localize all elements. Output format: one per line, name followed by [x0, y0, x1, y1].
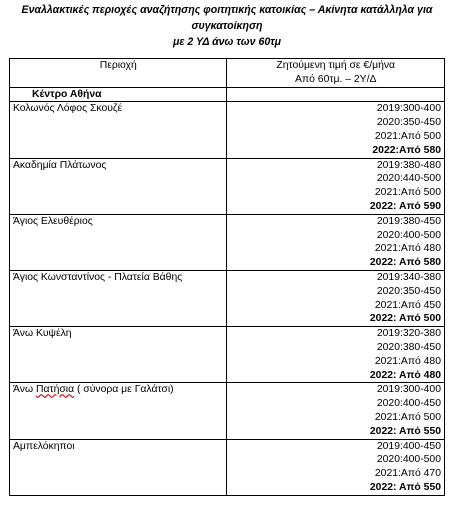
area-cell: Ακαδημία Πλάτωνος: [10, 158, 227, 214]
area-underlined: Πατήσια: [35, 384, 75, 396]
price-2021: 2021:Από 480: [374, 355, 441, 367]
table-row: [10, 102, 445, 158]
price-2019: 2019:300-400: [376, 384, 441, 396]
price-2020: 2020:400-450: [376, 398, 441, 410]
area-cell: Άγιος Ελευθέριος: [10, 214, 227, 270]
price-2022: 2022: Από 550: [369, 481, 441, 493]
table-row: [10, 383, 445, 439]
price-2022: 2022: Από 480: [369, 369, 441, 381]
area-suffix: ( σύνορα με Γαλάτσι): [74, 384, 174, 396]
price-2020: 2020:400-500: [376, 229, 441, 241]
price-cell: [227, 158, 445, 214]
price-2019: 2019:380-450: [376, 215, 441, 227]
price-2022: 2022: Από 590: [369, 200, 441, 212]
section-row: [10, 87, 445, 102]
area-prefix: Άνω: [13, 384, 36, 396]
price-2020: 2020:350-450: [376, 117, 441, 129]
title-line-1: Εναλλακτικές περιοχές αναζήτησης φοιτητικής κατοικίας – Ακίνητα κατάλληλα για συγκατοίκηση: [21, 4, 433, 32]
area-cell: [10, 383, 227, 439]
price-2021: 2021:Από 450: [374, 299, 441, 311]
price-2019: 2019:380-480: [376, 159, 441, 171]
price-2022: 2022: Από 580: [369, 257, 441, 269]
price-cell: [227, 327, 445, 383]
price-2021: 2021:Από 500: [374, 187, 441, 199]
price-2020: 2020:400-500: [376, 454, 441, 466]
area-cell: Κολωνός Λόφος Σκουζέ: [10, 102, 227, 158]
price-cell: [227, 383, 445, 439]
table-row: [10, 214, 445, 270]
area-cell: Αμπελόκηποι: [10, 439, 227, 495]
section-label: Κέντρο Αθήνα: [10, 87, 227, 102]
table-header-row: [10, 59, 445, 88]
price-2021: 2021:Από 500: [374, 130, 441, 142]
price-2019: 2019:300-400: [376, 103, 441, 115]
header-price-line-1: Ζητούμενη τιμή σε €/μήνα: [276, 60, 396, 71]
header-price-line-2: Από 60τμ. – 2Υ/Δ: [295, 73, 377, 85]
title-line-2: με 2 ΥΔ άνω των 60τμ: [173, 36, 281, 48]
price-2022: 2022:Από 580: [372, 144, 441, 156]
document-title: [0, 2, 454, 50]
table-row: [10, 439, 445, 495]
table-row: [10, 158, 445, 214]
price-2020: 2020:440-500: [376, 173, 441, 185]
price-2019: 2019:340-380: [376, 271, 441, 283]
price-2019: 2019:320-380: [376, 328, 441, 340]
price-2022: 2022: Από 550: [369, 425, 441, 437]
header-area: Περιοχή: [10, 59, 227, 88]
price-2022: 2022: Από 500: [369, 313, 441, 325]
header-price: [227, 59, 445, 88]
price-cell: [227, 214, 445, 270]
section-empty-cell: [227, 87, 445, 102]
rent-table: [9, 58, 445, 496]
price-2021: 2021:Από 500: [374, 411, 441, 423]
price-2020: 2020:350-450: [376, 285, 441, 297]
area-cell: Άνω Κυψέλη: [10, 327, 227, 383]
table-row: [10, 327, 445, 383]
price-2021: 2021:Από 470: [374, 468, 441, 480]
price-2021: 2021:Από 480: [374, 243, 441, 255]
area-cell: Άγιος Κωνσταντίνος - Πλατεία Βάθης: [10, 270, 227, 326]
price-2019: 2019:400-450: [376, 440, 441, 452]
price-cell: [227, 270, 445, 326]
price-2020: 2020:380-450: [376, 341, 441, 353]
table-row: [10, 270, 445, 326]
price-cell: [227, 439, 445, 495]
price-cell: [227, 102, 445, 158]
